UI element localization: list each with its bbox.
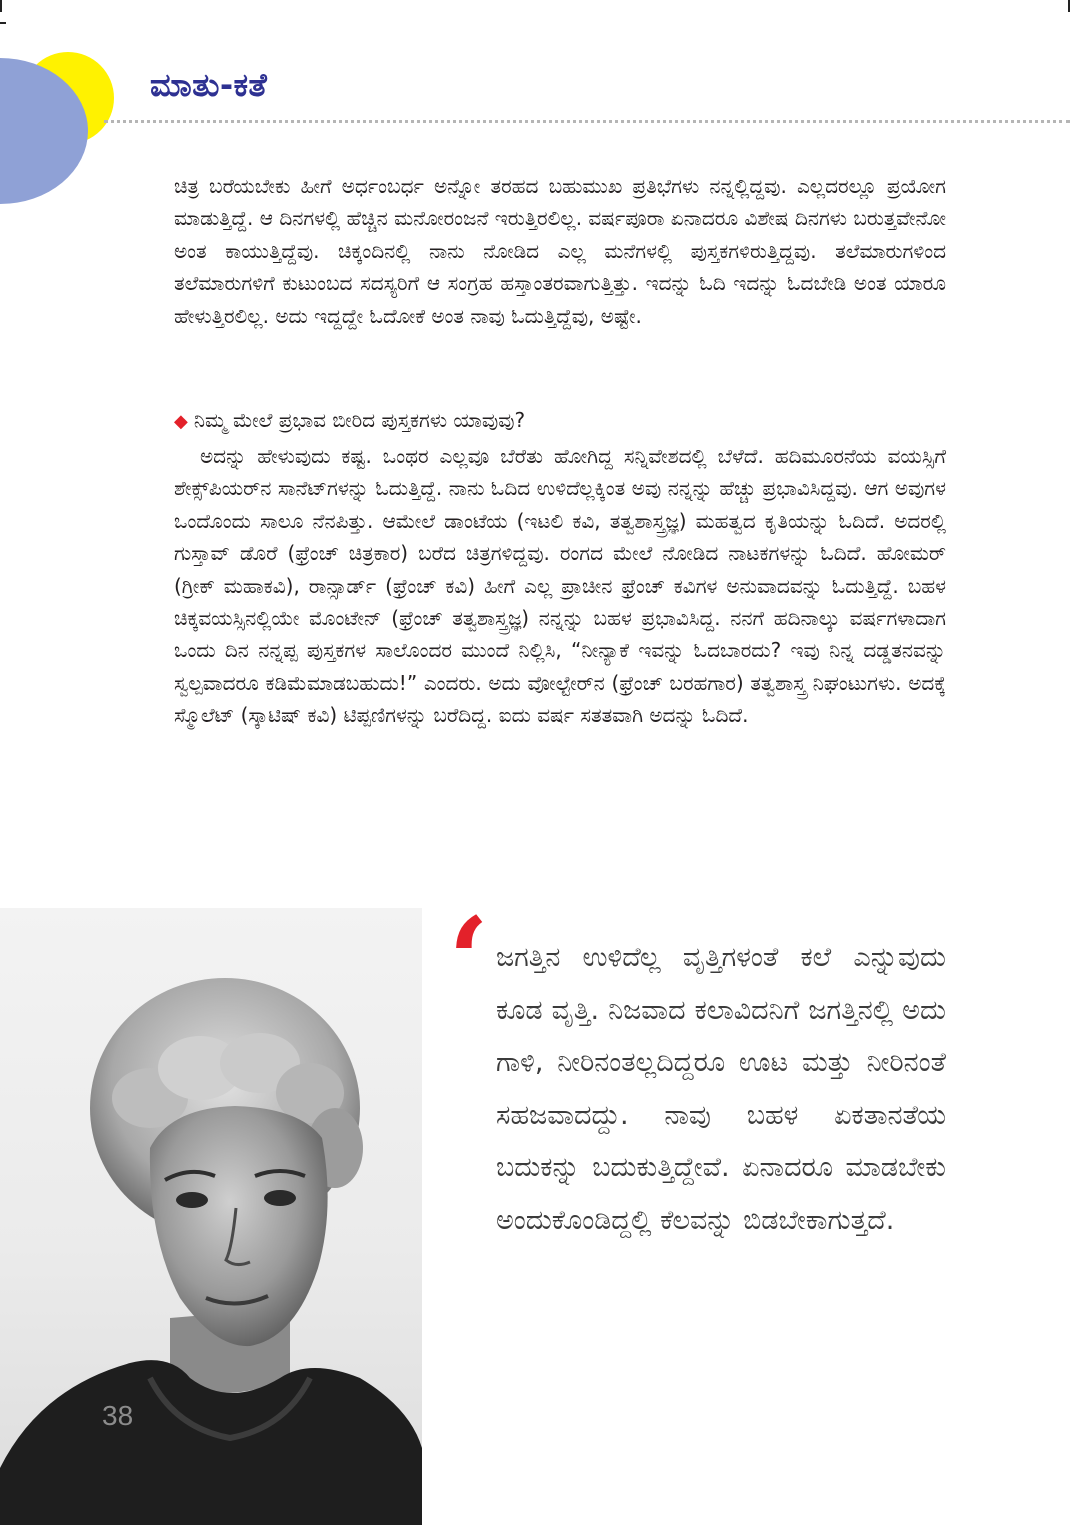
article-paragraph: ಚಿತ್ರ ಬರೆಯಬೇಕು ಹೀಗೆ ಅರ್ಧಂಬರ್ಧ ಅನ್ನೋ ತರಹದ ಬಹುಮುಖ ಪ್ರತಿಭೆಗಳು ನನ್ನಲ್ಲಿದ್ದವು. ಎಲ್ಲದರಲ್ಲೂ ಪ್ರಯೋಗ ಮಾಡುತ್ತಿದ್ದೆ. ಆ ದಿನಗಳಲ್ಲಿ ಹೆಚ್ಚಿನ ಮನೋರಂಜನೆ ಇರುತ್ತಿರಲಿಲ್ಲ. ವರ್ಷಪೂರಾ ಏನಾದರೂ ವಿಶೇಷ ದಿನಗಳು ಬರುತ್ತವೇನೋ ಅಂತ ಕಾಯುತ್ತಿದ್ದೆವು. ಚಿಕ್ಕಂದಿನಲ್ಲಿ ನಾನು ನೋಡಿದ ಎಲ್ಲ ಮನೆಗಳಲ್ಲಿ ಪುಸ್ತಕಗಳಿರುತ್ತಿದ್ದವು. ತಲೆಮಾರುಗಳಿಂದ ತಲೆಮಾರುಗಳಿಗೆ ಕುಟುಂಬದ ಸದಸ್ಯರಿಗೆ ಆ ಸಂಗ್ರಹ ಹಸ್ತಾಂತರವಾಗುತ್ತಿತ್ತು. ಇದನ್ನು ಓದಿ ಇದನ್ನು ಓದಬೇಡಿ ಅಂತ ಯಾರೂ ಹೇಳುತ್ತಿರಲಿಲ್ಲ. ಅದು ಇದ್ದದ್ದೇ ಓದೋಕೆ ಅಂತ ನಾವು ಓದುತ್ತಿದ್ದೆವು, ಅಷ್ಟೇ. [174,174,946,328]
portrait-photo [0,908,422,1525]
diamond-bullet-icon: ◆ [174,411,188,432]
quote-mark-icon: ‘ [448,891,490,1030]
question-text: ನಿಮ್ಮ ಮೇಲೆ ಪ್ರಭಾವ ಬೀರಿದ ಪುಸ್ತಕಗಳು ಯಾವುವು? [193,408,526,432]
article-paragraph: ಅದನ್ನು ಹೇಳುವುದು ಕಷ್ಟ. ಒಂಥರ ಎಲ್ಲವೂ ಬೆರೆತು ಹೋಗಿದ್ದ ಸನ್ನಿವೇಶದಲ್ಲಿ ಬೆಳೆದೆ. ಹದಿಮೂರನೆಯ ವಯಸ್ಸಿಗೆ ಶೇಕ್ಸ್‌ಪಿಯರ್‌ನ ಸಾನೆಟ್‌ಗಳನ್ನು ಓದುತ್ತಿದ್ದೆ. ನಾನು ಓದಿದ ಉಳಿದೆಲ್ಲಕ್ಕಿಂತ ಅವು ನನ್ನನ್ನು ಹೆಚ್ಚು ಪ್ರಭಾವಿಸಿದ್ದವು. ಆಗ ಅವುಗಳ ಒಂದೊಂದು ಸಾಲೂ ನೆನಪಿತ್ತು. ಆಮೇಲೆ ಡಾಂಟೆಯ (ಇಟಲಿ ಕವಿ, ತತ್ವಶಾಸ್ತ್ರಜ್ಞ) ಮಹತ್ವದ ಕೃತಿಯನ್ನು ಓದಿದೆ. ಅದರಲ್ಲಿ ಗುಸ್ತಾವ್ ಡೊರೆ (ಫ್ರೆಂಚ್ ಚಿತ್ರಕಾರ) ಬರೆದ ಚಿತ್ರಗಳಿದ್ದವು. ರಂಗದ ಮೇಲೆ ನೋಡಿದ ನಾಟಕಗಳನ್ನು ಓದಿದೆ. ಹೋಮರ್ (ಗ್ರೀಕ್ ಮಹಾಕವಿ), ರಾನ್ಸಾರ್ಡ್ (ಫ್ರೆಂಚ್ ಕವಿ) ಹೀಗೆ ಎಲ್ಲ ಪ್ರಾಚೀನ ಫ್ರೆಂಚ್ ಕವಿಗಳ ಅನುವಾದವನ್ನು ಓದುತ್ತಿದ್ದೆ. ಬಹಳ ಚಿಕ್ಕವಯಸ್ಸಿನಲ್ಲಿಯೇ ಮೊಂಟೇನ್ (ಫ್ರೆಂಚ್ ತತ್ವಶಾಸ್ತ್ರಜ್ಞ) ನನ್ನನ್ನು ಬಹಳ ಪ್ರಭಾವಿಸಿದ್ದ. ನನಗೆ ಹದಿನಾಲ್ಕು ವರ್ಷಗಳಾದಾಗ ಒಂದು ದಿನ ನನ್ನಪ್ಪ ಪುಸ್ತಕಗಳ ಸಾಲೊಂದರ ಮುಂದೆ ನಿಲ್ಲಿಸಿ, “ನೀನ್ಯಾಕೆ ಇವನ್ನು ಓದಬಾರದು? ಇವು ನಿನ್ನ ದಡ್ಡತನವನ್ನು ಸ್ವಲ್ಪವಾದರೂ ಕಡಿಮೆಮಾಡಬಹುದು!” ಎಂದರು. ಅದು ವೋಲ್ಟೇರ್‌ನ (ಫ್ರೆಂಚ್ ಬರಹಗಾರ) ತತ್ವಶಾಸ್ತ್ರ ನಿಘಂಟುಗಳು. ಅದಕ್ಕೆ ಸ್ಮೊಲೆಟ್ (ಸ್ಕಾಟಿಷ್ ಕವಿ) ಟಿಪ್ಪಣಿಗಳನ್ನು ಬರೆದಿದ್ದ. ಐದು ವರ್ಷ ಸತತವಾಗಿ ಅದನ್ನು ಓದಿದೆ. [174,444,946,728]
section-title: ಮಾತು-ಕತೆ [150,66,268,104]
page-number: 38 [102,1400,134,1431]
crop-mark [0,0,2,12]
portrait-illustration [0,908,422,1525]
crop-mark [1068,0,1070,12]
interview-question [174,404,946,438]
pull-quote: ಜಗತ್ತಿನ ಉಳಿದೆಲ್ಲ ವೃತ್ತಿಗಳಂತೆ ಕಲೆ ಎನ್ನುವುದು ಕೂಡ ವೃತ್ತಿ. ನಿಜವಾದ ಕಲಾವಿದನಿಗೆ ಜಗತ್ತಿನಲ್ಲಿ ಅದು ಗಾಳಿ, ನೀರಿನಂತಲ್ಲದಿದ್ದರೂ ಊಟ ಮತ್ತು ನೀರಿನಂತೆ ಸಹಜವಾದದ್ದು. ನಾವು ಬಹಳ ಏಕತಾನತೆಯ ಬದುಕನ್ನು ಬದುಕುತ್ತಿದ್ದೇವೆ. ಏನಾದರೂ ಮಾಡಬೇಕು ಅಂದುಕೊಂಡಿದ್ದಲ್ಲಿ ಕೆಲವನ್ನು ಬಿಡಬೇಕಾಗುತ್ತದೆ. [496,942,946,1236]
dotted-divider [104,120,1070,123]
crop-mark [0,22,6,24]
